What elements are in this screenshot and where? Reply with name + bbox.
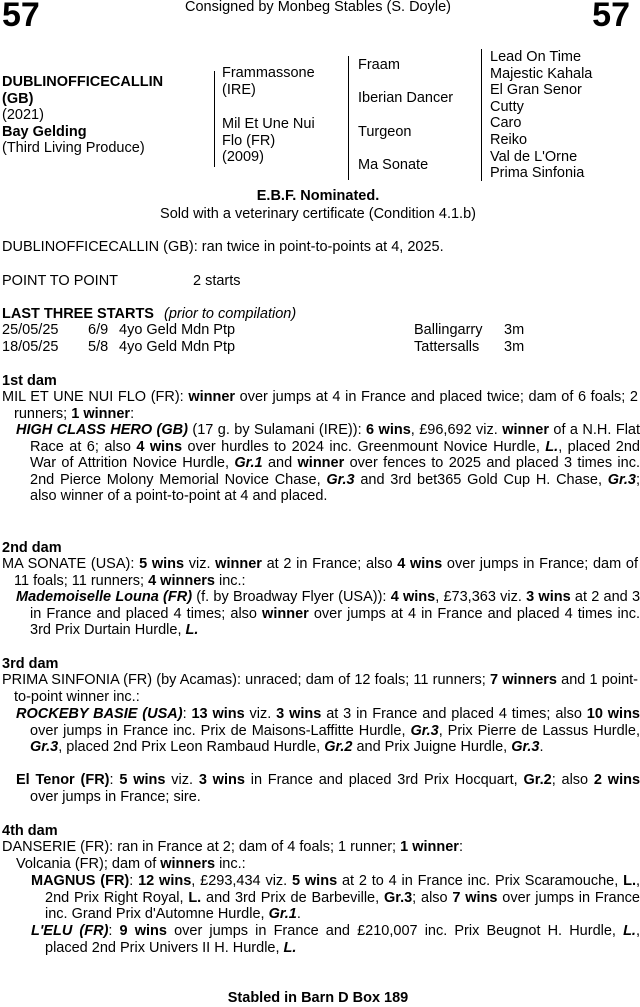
pedigree-divider-3 <box>481 49 482 181</box>
second-dam-progeny: Mademoiselle Louna (FR) (f. by Broadway Flyer (USA)): 4 wins, £73,363 viz. 3 wins at 2 and 3 in France and placed 4 times; also winner over jumps at 4 in France and placed 4 times inc. 3rd Prix Durtain Hurdle, L. <box>16 589 640 639</box>
last-three-heading <box>2 306 296 323</box>
last-three-title: LAST THREE STARTS <box>2 306 154 322</box>
horse-identity <box>2 74 163 157</box>
dam-year: (2009) <box>222 149 264 166</box>
horse-name: DUBLINOFFICECALLIN <box>2 74 164 90</box>
gen3-3: El Gran Senor <box>490 82 582 99</box>
lot-number-right: 57 <box>592 0 630 34</box>
sire-name: Frammassone <box>222 65 315 81</box>
start-date: 18/05/25 <box>2 339 59 355</box>
start-date: 25/05/25 <box>2 322 59 338</box>
first-dam-progeny: HIGH CLASS HERO (GB) (17 g. by Sulamani (IRE)): 6 wins, £96,692 viz. winner of a N.H. Flat Race at 6; also 4 wins over hurdles to 2024 inc. Greenmount Novice Hurdle, L., placed 2nd War of Attrition Novice Hurdle, Gr.1 and winner over fences to 2025 and placed 3 times inc. 2nd Pierce Molony Memorial Novice Chase, Gr.3 and 3rd bet365 Gold Cup H. Chase, Gr.3; also winner of a point-to-point at 4 and placed. <box>16 422 640 505</box>
start-course: Ballingarry <box>414 322 483 338</box>
gen2-1: Fraam <box>358 57 400 73</box>
gen3-2: Majestic Kahala <box>490 65 593 82</box>
pedigree-sire <box>222 65 315 98</box>
fourth-dam-heading: 4th dam <box>2 823 58 839</box>
horse-produce: (Third Living Produce) <box>2 140 145 157</box>
gen3-6: Reiko <box>490 131 528 148</box>
fourth-dam-text: DANSERIE (FR): ran in France at 2; dam of 4 foals; 1 runner; 1 winner: <box>2 839 463 855</box>
gen3-7: Val de L'Orne <box>490 148 578 165</box>
horse-description: Bay Gelding <box>2 123 87 140</box>
gen2-3: Turgeon <box>358 124 412 140</box>
fourth-dam-daughter: Volcania (FR); dam of winners inc.: <box>16 856 246 872</box>
race-summary: DUBLINOFFICECALLIN (GB): ran twice in point-to-points at 4, 2025. <box>2 239 444 255</box>
second-dam-text: MA SONATE (USA): 5 wins viz. winner at 2 in France; also 4 wins over jumps in France; dam of 11 foals; 11 runners; 4 winners inc.: <box>2 556 638 589</box>
gen3-4: Cutty <box>490 98 524 115</box>
second-dam-heading: 2nd dam <box>2 540 62 556</box>
third-dam-heading: 3rd dam <box>2 656 59 672</box>
start-course: Tattersalls <box>414 339 480 355</box>
vet-certificate: Sold with a veterinary certificate (Condition 4.1.b) <box>160 206 476 222</box>
dam-name: Mil Et Une Nui <box>222 116 315 132</box>
start-distance: 3m <box>504 322 525 338</box>
gen3-1: Lead On Time <box>490 49 582 65</box>
lot-number-left: 57 <box>2 0 40 34</box>
third-dam-text: PRIMA SINFONIA (FR) (by Acamas): unraced; dam of 12 foals; 11 runners; 7 winners and 1 point-to-point winner inc.: <box>2 672 638 705</box>
start-race: 4yo Geld Mdn Ptp <box>119 322 236 338</box>
fourth-dam-progeny-1: MAGNUS (FR): 12 wins, £293,434 viz. 5 wins at 2 to 4 in France inc. Prix Scaramouche, L., 2nd Prix Right Royal, L. and 3rd Prix de Barbeville, Gr.3; also 7 wins over jumps in France inc. Grand Prix d'Automne Hurdle, Gr.1. <box>31 873 640 923</box>
dam-name-line2: Flo (FR) <box>222 132 276 149</box>
ebf-nominated: E.B.F. Nominated. <box>256 188 380 204</box>
pedigree-dam <box>222 116 315 166</box>
gen2-4: Ma Sonate <box>358 157 429 173</box>
start-race: 4yo Geld Mdn Ptp <box>119 339 236 355</box>
gen2-2: Iberian Dancer <box>358 90 454 106</box>
pedigree-divider-1 <box>214 71 215 167</box>
fourth-dam-progeny-2: L'ELU (FR): 9 wins over jumps in France and £210,007 inc. Prix Beugnot H. Hurdle, L., placed 2nd Prix Univers II H. Hurdle, L. <box>31 923 640 956</box>
first-dam-heading: 1st dam <box>2 373 57 389</box>
ptp-value: 2 starts <box>193 273 241 289</box>
start-position: 5/8 <box>88 339 109 355</box>
gen3-8: Prima Sinfonia <box>490 165 585 182</box>
first-dam-text: MIL ET UNE NUI FLO (FR): winner over jumps at 4 in France and placed twice; dam of 6 foals; 2 runners; 1 winner: <box>2 389 638 422</box>
start-distance: 3m <box>504 339 525 355</box>
pedigree-divider-2 <box>348 56 349 180</box>
third-dam-progeny-1: ROCKEBY BASIE (USA): 13 wins viz. 3 wins at 3 in France and placed 4 times; also 10 wins over jumps in France inc. Prix de Maisons-Laffitte Hurdle, Gr.3, Prix Pierre de Lassus Hurdle, Gr.3, placed 2nd Prix Leon Rambaud Hurdle, Gr.2 and Prix Juigne Hurdle, Gr.3. <box>16 706 640 756</box>
ptp-label: POINT TO POINT <box>2 273 119 289</box>
gen3-list <box>490 49 592 182</box>
horse-year: (2021) <box>2 107 44 124</box>
sire-country: (IRE) <box>222 81 256 98</box>
start-position: 6/9 <box>88 322 109 338</box>
horse-country: (GB) <box>2 90 34 107</box>
last-three-note: (prior to compilation) <box>164 306 297 322</box>
gen3-5: Caro <box>490 115 522 132</box>
third-dam-progeny-2: El Tenor (FR): 5 wins viz. 3 wins in France and placed 3rd Prix Hocquart, Gr.2; also 2 wins over jumps in France; sire. <box>16 772 640 805</box>
stabled-location: Stabled in Barn D Box 189 <box>227 990 409 1006</box>
consignor: Consigned by Monbeg Stables (S. Doyle) <box>185 0 451 15</box>
